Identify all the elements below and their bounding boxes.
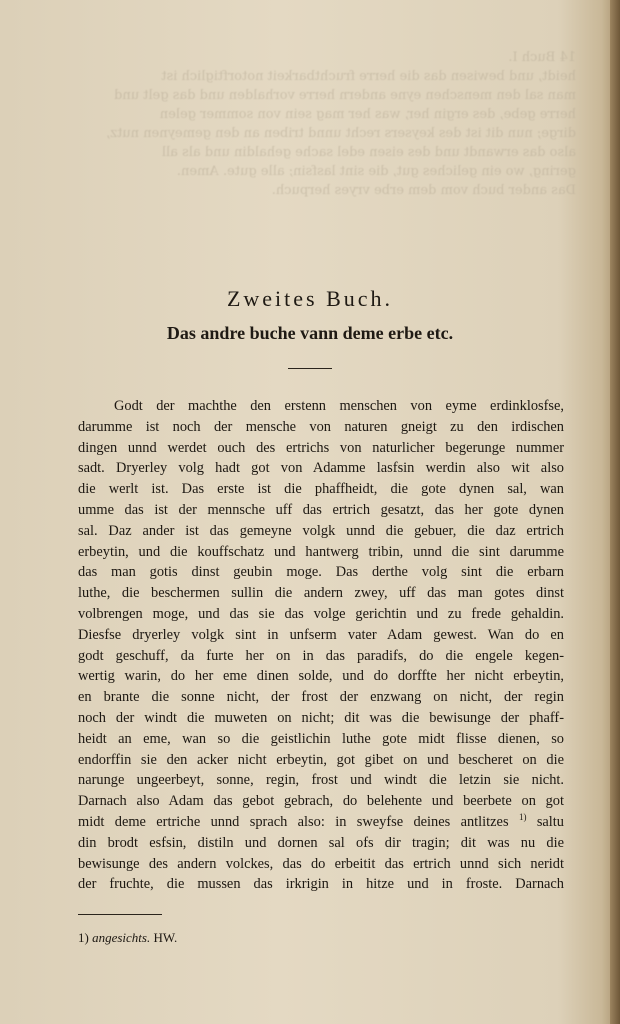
text-line: narunge ungeerbeyt, sonne, regin, frost und windt die letzin sie nicht. bbox=[78, 772, 564, 789]
footnote bbox=[78, 930, 177, 946]
text-line: sadt. Dryerley volg hadt got von Adamme lasfsin werdin also wit also bbox=[78, 460, 564, 477]
text-line: wertig warin, do her eme dinen solde, und do dorffte her nicht erbeytin, bbox=[78, 668, 564, 685]
bleed-line: herre gebe, des ergin her, was her mag sein von sommer gelen bbox=[159, 107, 576, 122]
bleed-line: 14 Buch I. bbox=[508, 50, 576, 65]
body-text bbox=[78, 396, 564, 895]
bleed-through-text bbox=[78, 48, 576, 200]
text-line: die werlt ist. Das erste ist die phaffheidt, die gote dynen sal, wan bbox=[78, 481, 564, 498]
text-segment: saltu bbox=[536, 813, 564, 830]
bleed-line: dirge; nun dit ist des keysers recht unnd triben an den gemeynen nutz, bbox=[106, 126, 576, 141]
text-line: dingen unnd werdet ouch des ertrichs von naturlicher begerunge nummer bbox=[78, 439, 564, 456]
bleed-line: Das ander buch vom dem erbe vryes herpuch. bbox=[271, 183, 576, 198]
text-line: endorffin sie den acker nicht erbeytin, got gibet on und bescheret on die bbox=[78, 751, 564, 768]
text-segment: midt deme ertriche unnd sprach also: in sweyfse deines antlitzes bbox=[78, 813, 509, 830]
text-line: noch der windt die muweten on nicht; dit was die bewisunge der phaff- bbox=[78, 709, 564, 726]
text-line: heidt an eme, wan so die geistlichin luthe gote midt flisse dienen, so bbox=[78, 730, 564, 747]
text-line: darumme ist noch der mensche von naturen gneigt zu den irdischen bbox=[78, 418, 564, 435]
bleed-line: also das erwandt und des eisen edel sache gehaldin und als all bbox=[161, 145, 576, 160]
footnote-number: 1) bbox=[78, 930, 89, 945]
text-line: godt geschuff, da furte her on in das paradifs, do die engele kegen- bbox=[78, 647, 564, 664]
text-line: din brodt esfsin, distiln und dornen sal ofs dir tragin; dit was nu die bbox=[78, 834, 564, 851]
text-line: erbeytin, und die kouffschatz und hantwerg tribin, unnd die sint darumme bbox=[78, 543, 564, 560]
text-line: Darnach also Adam das gebot gebrach, do belehente und beerbete on got bbox=[78, 793, 564, 810]
title-divider bbox=[288, 368, 332, 369]
bleed-line: heidt, und bewisen das die herre fruchtbarkeit notorftiglich ist bbox=[161, 69, 576, 84]
bleed-line: gering, wo ein geliches gut, die sint lasfsin; alle gute. Amen. bbox=[176, 164, 576, 179]
chapter-title: Zweites Buch. bbox=[226, 286, 394, 311]
footnote-divider bbox=[78, 914, 162, 915]
text-line: Godt der machthe den erstenn menschen von eyme erdinklosfse, bbox=[114, 398, 564, 414]
page-edge bbox=[610, 0, 620, 1024]
text-line: sal. Daz ander ist das gemeyne volgk unnd die gebuer, die daz ertrich bbox=[78, 522, 564, 539]
text-line: umme das ist der mennsche uff das ertrich gesatzt, das her gote dynen bbox=[78, 501, 564, 518]
text-line: bewisunge des andern volckes, das do erbeitit das ertrich unnd sich neridt bbox=[78, 855, 564, 872]
text-line: en brante die sonne nicht, der frost der enzwang on nicht, der regin bbox=[78, 689, 564, 706]
bleed-line: man sal den menschen eyne andern herre vorhalden und das gelt und bbox=[113, 88, 576, 103]
text-line: der fruchte, die mussen das irkrigin in hitze und in froste. Darnach bbox=[78, 876, 564, 893]
footnote-word: angesichts. bbox=[92, 930, 151, 945]
chapter-subtitle: Das andre buche vann deme erbe etc. bbox=[166, 323, 454, 343]
text-line: luthe, die beschermen sullin die andern zwey, uff das man gotes dinst bbox=[78, 585, 564, 602]
text-line: volbrengen moge, und das sie das volge gerichtin und zu frede gehaldin. bbox=[78, 605, 564, 622]
footnote-marker[interactable]: 1) bbox=[518, 812, 527, 823]
text-line: das man gotis dinst geubin moge. Das derthe volg sint die erbarn bbox=[78, 564, 564, 581]
footnote-source: HW. bbox=[153, 930, 178, 945]
text-line: Diesfse dryerley volgk sint in unfserm vater Adam gewest. Wan do en bbox=[78, 626, 564, 643]
text-line-with-footnote bbox=[78, 812, 564, 833]
